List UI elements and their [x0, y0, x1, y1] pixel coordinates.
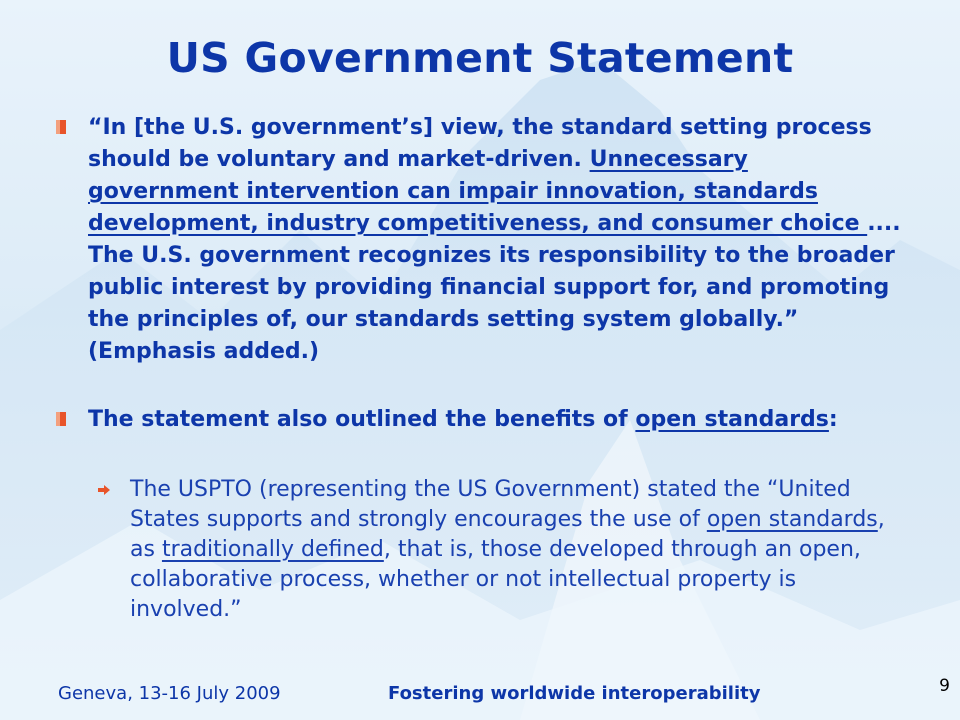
bullet-quote-text-1: “In [the U.S. government’s] view, the standard setting process should be voluntary and market-driven. [88, 115, 872, 172]
bullet-quote [88, 112, 903, 368]
page-number: 9 [939, 676, 950, 696]
sub-bullet-uspto [130, 475, 910, 625]
footer-location-date: Geneva, 13-16 July 2009 [58, 683, 281, 704]
red-square-bullet-icon [55, 411, 67, 427]
red-square-bullet-icon [55, 119, 67, 135]
sub-bullet-text-2: , as [130, 507, 885, 562]
traditionally-defined-term: traditionally defined [161, 537, 384, 562]
red-arrow-bullet-icon [98, 485, 110, 495]
footer-tagline: Fostering worldwide interoperability [388, 683, 761, 704]
open-standards-term: open standards [635, 407, 829, 432]
sub-bullet-text-3: , that is, those developed through an open, collaborative process, whether or not intellectual property is involved.” [130, 537, 861, 622]
open-standards-term: open standards [706, 507, 878, 532]
slide-title: US Government Statement [166, 34, 794, 82]
bullet-quote-text-2: .... The U.S. government recognizes its responsibility to the broader public interest by providing financial support for, and promoting the principles of, our standards setting system globally.” (Emphasis added.) [88, 211, 901, 364]
sub-bullet-text-1: The USPTO (representing the US Government) stated the “United States supports and strongly encourages the use of [130, 477, 851, 532]
bullet-quote-emphasis: Unnecessary government intervention can impair innovation, standards development, industry competitiveness, and consumer choice [88, 147, 868, 236]
bullet-benefits-text-2: : [828, 407, 838, 432]
bullet-benefits-text-1: The statement also outlined the benefits of [88, 407, 636, 432]
bullet-benefits [88, 404, 903, 436]
